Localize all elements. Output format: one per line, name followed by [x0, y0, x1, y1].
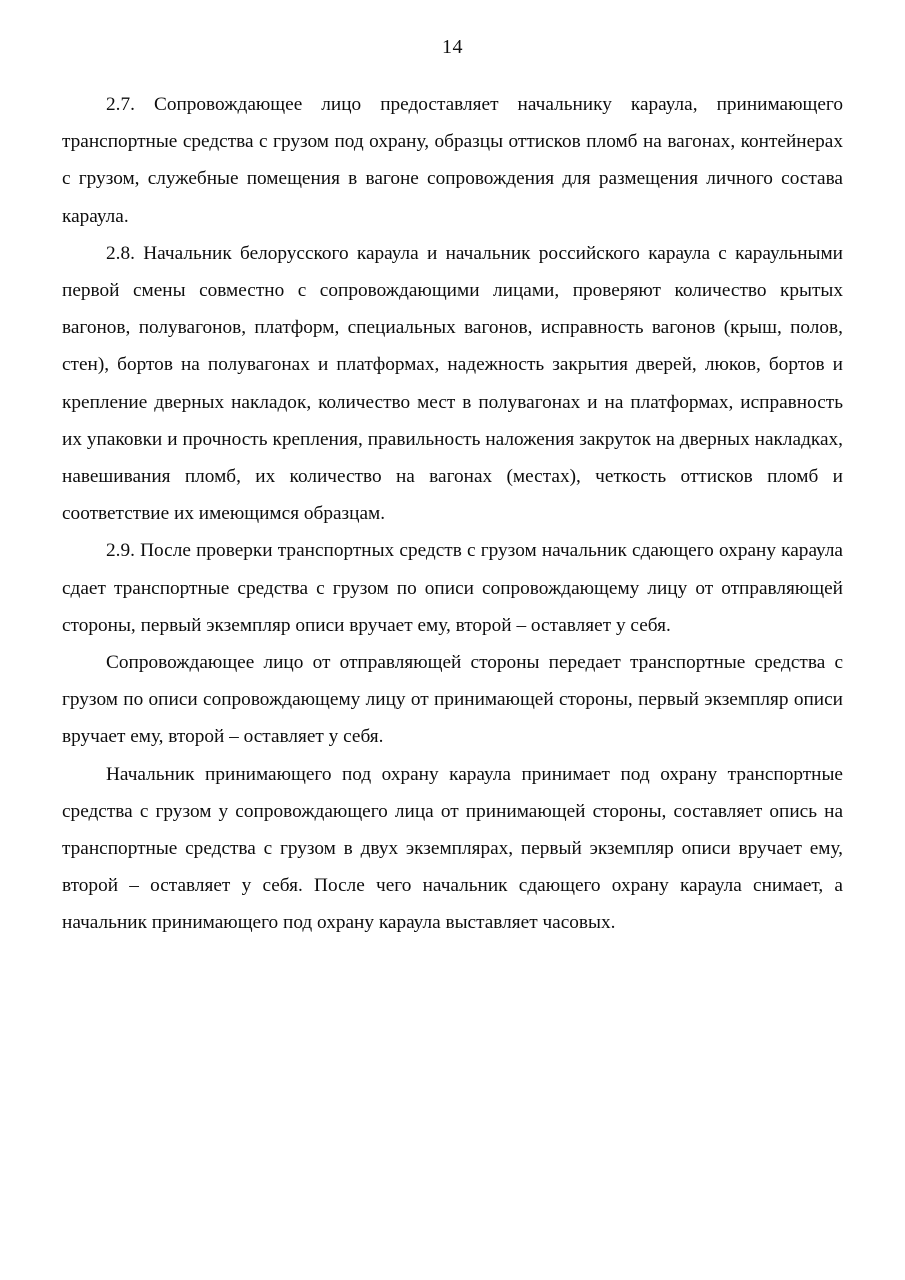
document-body	[62, 86, 843, 942]
paragraph-escort-transfer: Сопровождающее лицо от отправляющей стороны передает транспортные средства с грузом по описи сопровождающему лицу от принимающей стороны, первый экземпляр описи вручает ему, второй – оставляет у себя.	[62, 652, 843, 748]
page-number: 14	[442, 36, 463, 58]
paragraph-2-9: 2.9. После проверки транспортных средств с грузом начальник сдающего охрану караула сдает транспортные средства с грузом по описи сопровождающему лицу от отправляющей стороны, первый экземпляр описи вручает ему, второй – оставляет у себя.	[62, 540, 843, 636]
paragraph-2-8: 2.8. Начальник белорусского караула и начальник российского караула с караульными первой смены совместно с сопровождающими лицами, проверяют количество крытых вагонов, полувагонов, платформ, специальных вагонов, исправность вагонов (крыш, полов, стен), бортов на полувагонах и платформах, надежность закрытия дверей, люков, бортов и крепление дверных накладок, количество мест в полувагонах и на платформах, исправность их упаковки и прочность крепления, правильность наложения закруток на дверных накладках, навешивания пломб, их количество на вагонах (местах), четкость оттисков пломб и соответствие их имеющимся образцам.	[62, 242, 843, 525]
paragraph-receiving-guard: Начальник принимающего под охрану караула принимает под охрану транспортные средства с грузом у сопровождающего лица от принимающей стороны, составляет опись на транспортные средства с грузом в двух экземплярах, первый экземпляр описи вручает ему, второй – оставляет у себя. После чего начальник сдающего охрану караула снимает, а начальник принимающего под охрану караула выставляет часовых.	[62, 763, 843, 934]
paragraph-2-7: 2.7. Сопровождающее лицо предоставляет начальнику караула, принимающего транспортные средства с грузом под охрану, образцы оттисков пломб на вагонах, контейнерах с грузом, служебные помещения в вагоне сопровождения для размещения личного состава караула.	[62, 94, 843, 227]
